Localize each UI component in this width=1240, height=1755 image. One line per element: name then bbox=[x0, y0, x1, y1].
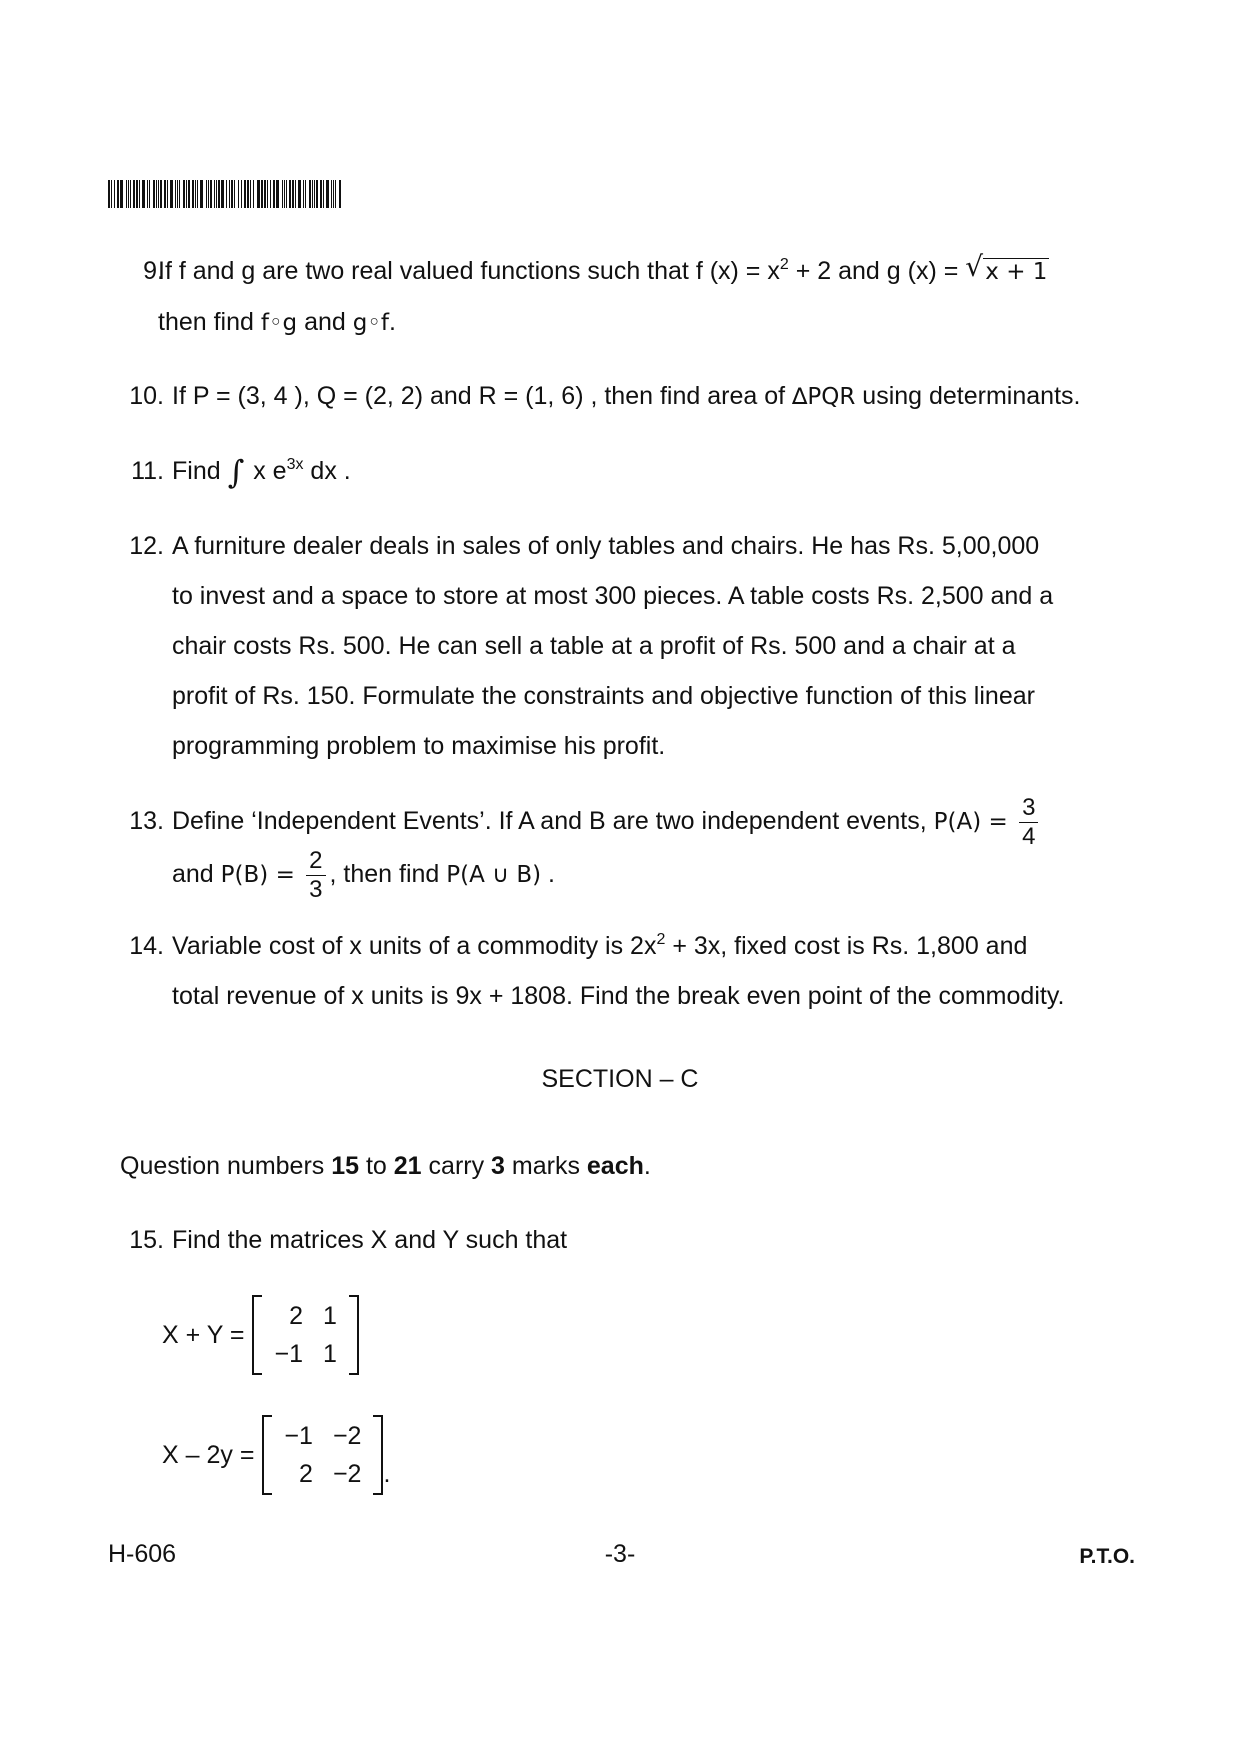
barcode-stripe bbox=[286, 180, 287, 208]
barcode-stripe bbox=[214, 180, 215, 208]
barcode-stripe bbox=[210, 180, 212, 208]
barcode-stripe bbox=[216, 180, 217, 208]
question-13 bbox=[108, 796, 1108, 902]
barcode-stripe bbox=[303, 180, 304, 208]
barcode-stripe bbox=[133, 180, 135, 208]
barcode-stripe bbox=[167, 180, 168, 208]
union-expression: P(A ∪ B) bbox=[446, 862, 542, 889]
barcode-stripe bbox=[238, 180, 239, 208]
barcode-stripe bbox=[234, 180, 235, 208]
barcode-stripe bbox=[114, 180, 115, 208]
text-segment: then find bbox=[158, 308, 261, 336]
text-segment: Question numbers bbox=[120, 1152, 332, 1180]
barcode-stripe bbox=[333, 180, 334, 208]
text-segment: to bbox=[359, 1152, 394, 1180]
barcode-stripe bbox=[323, 180, 324, 208]
text-segment: , then find bbox=[329, 860, 447, 889]
fraction-2-3 bbox=[306, 849, 325, 902]
section-instruction bbox=[120, 1152, 651, 1181]
paper-code: H-606 bbox=[108, 1540, 177, 1568]
probability-b-label: P(B) = bbox=[220, 862, 303, 889]
barcode-stripe bbox=[247, 180, 249, 208]
text-segment: Find bbox=[172, 457, 228, 485]
barcode-stripe bbox=[126, 180, 127, 208]
barcode-stripe bbox=[267, 180, 268, 208]
pto-label: P.T.O. bbox=[1079, 1545, 1135, 1568]
barcode-stripe bbox=[192, 180, 194, 208]
barcode-stripe bbox=[139, 180, 140, 208]
barcode-stripe bbox=[188, 180, 190, 208]
barcode-stripe bbox=[175, 180, 176, 208]
barcode-stripe bbox=[270, 180, 271, 208]
barcode-stripe bbox=[197, 180, 198, 208]
barcode-stripe bbox=[312, 180, 313, 208]
matrix-x-plus-y bbox=[252, 1295, 358, 1375]
text-segment: x e bbox=[246, 457, 287, 485]
fraction-3-4 bbox=[1019, 796, 1038, 849]
matrix-cell: −2 bbox=[332, 1460, 362, 1488]
barcode-stripe bbox=[226, 180, 227, 208]
denominator: 4 bbox=[1022, 823, 1036, 850]
matrix-equation-1 bbox=[162, 1295, 359, 1375]
question-text-line bbox=[172, 371, 1108, 422]
matrix-x-minus-2y bbox=[262, 1415, 383, 1495]
text-segment: . bbox=[383, 1460, 391, 1488]
question-text-line: programming problem to maximise his profit. bbox=[172, 732, 666, 760]
composition-fog: f◦g bbox=[260, 310, 298, 336]
barcode-stripe bbox=[276, 180, 279, 208]
barcode-stripe bbox=[128, 180, 129, 208]
section-title: SECTION – C bbox=[541, 1065, 699, 1093]
text-segment: If f and g are two real valued functions such that f (x) = x bbox=[158, 257, 780, 285]
barcode-stripe bbox=[309, 180, 311, 208]
composition-gof: g◦f bbox=[352, 310, 389, 336]
barcode-image bbox=[108, 180, 344, 208]
barcode-stripe bbox=[335, 180, 336, 208]
barcode-stripe bbox=[136, 180, 138, 208]
barcode-stripe bbox=[208, 180, 209, 208]
question-12 bbox=[108, 521, 1108, 771]
question-text-line: Find the matrices X and Y such that bbox=[172, 1226, 568, 1254]
barcode-stripe bbox=[156, 180, 157, 208]
text-segment: . bbox=[541, 860, 555, 889]
barcode-stripe bbox=[305, 180, 306, 208]
question-text-line: to invest and a space to store at most 300 pieces. A table costs Rs. 2,500 and a bbox=[172, 582, 1054, 610]
text-segment: marks bbox=[504, 1152, 587, 1180]
barcode-stripe bbox=[244, 180, 246, 208]
text-segment: + 2 and g (x) = bbox=[788, 257, 966, 285]
barcode-stripe bbox=[295, 180, 296, 208]
question-10 bbox=[108, 371, 1108, 422]
question-number: 13. bbox=[129, 807, 164, 835]
barcode-stripe bbox=[253, 180, 254, 208]
bold-text: 3 bbox=[491, 1152, 505, 1180]
text-segment: If P = (3, 4 ), Q = (2, 2) and R = (1, 6) , then find area of bbox=[172, 382, 792, 410]
barcode-stripe bbox=[250, 180, 251, 208]
matrix-cell: 2 bbox=[289, 1302, 303, 1330]
barcode-stripe bbox=[130, 180, 131, 208]
triangle-pqr: ∆PQR bbox=[792, 384, 856, 410]
numerator: 3 bbox=[1019, 796, 1038, 823]
bold-text: 21 bbox=[393, 1152, 422, 1180]
text-segment: Define ‘Independent Events’. If A and B are two independent events, bbox=[172, 807, 934, 836]
matrix-cell: −1 bbox=[274, 1340, 303, 1368]
barcode-stripe bbox=[331, 180, 332, 208]
barcode-stripe bbox=[158, 180, 159, 208]
text-segment: . bbox=[389, 308, 396, 336]
barcode-stripe bbox=[108, 180, 110, 208]
integral-sign: ∫ bbox=[227, 453, 245, 491]
barcode-stripe bbox=[221, 180, 224, 208]
question-9 bbox=[108, 246, 1108, 348]
matrix-cell: −1 bbox=[284, 1422, 313, 1450]
question-text-line bbox=[158, 246, 1108, 297]
page-number: -3- bbox=[604, 1540, 636, 1568]
question-number: 11. bbox=[131, 457, 164, 485]
barcode-stripe bbox=[231, 180, 233, 208]
barcode-stripe bbox=[257, 180, 260, 208]
barcode-stripe bbox=[120, 180, 123, 208]
text-segment: carry bbox=[421, 1152, 492, 1180]
bold-text: each bbox=[586, 1152, 644, 1180]
barcode-stripe bbox=[298, 180, 301, 208]
barcode-stripe bbox=[229, 180, 230, 208]
question-15 bbox=[108, 1215, 1108, 1265]
barcode-stripe bbox=[264, 180, 266, 208]
barcode-stripe bbox=[147, 180, 148, 208]
text-segment: . bbox=[643, 1152, 651, 1180]
barcode-stripe bbox=[183, 180, 185, 208]
barcode-stripe bbox=[316, 180, 318, 208]
question-text-line bbox=[172, 796, 1108, 849]
barcode-stripe bbox=[273, 180, 275, 208]
question-text-line: chair costs Rs. 500. He can sell a table at a profit of Rs. 500 and a chair at a bbox=[172, 632, 1016, 660]
bold-text: 15 bbox=[331, 1152, 360, 1180]
equation-label: X + Y = bbox=[162, 1320, 245, 1349]
question-text-line bbox=[172, 446, 1108, 497]
question-text-line bbox=[172, 921, 1108, 971]
barcode-stripe bbox=[149, 180, 150, 208]
barcode-stripe bbox=[117, 180, 119, 208]
barcode-stripe bbox=[142, 180, 145, 208]
question-number: 15. bbox=[129, 1226, 164, 1254]
barcode-stripe bbox=[284, 180, 285, 208]
barcode-stripe bbox=[186, 180, 187, 208]
barcode-stripe bbox=[282, 180, 283, 208]
barcode-stripe bbox=[320, 180, 322, 208]
barcode-stripe bbox=[200, 180, 203, 208]
barcode-stripe bbox=[179, 180, 180, 208]
question-text-line bbox=[158, 297, 1108, 348]
matrix-cell: 1 bbox=[323, 1302, 337, 1330]
text-segment: and bbox=[172, 860, 221, 889]
radicand: x + 1 bbox=[985, 259, 1048, 285]
question-number: 12. bbox=[129, 532, 164, 560]
equation-label: X – 2y = bbox=[162, 1440, 255, 1469]
question-number: 10. bbox=[129, 382, 164, 410]
square-root bbox=[965, 246, 1049, 297]
barcode-stripe bbox=[164, 180, 166, 208]
text-segment: dx . bbox=[303, 457, 351, 485]
matrix-equation-2 bbox=[162, 1415, 390, 1495]
barcode-stripe bbox=[241, 180, 242, 208]
question-number: 14. bbox=[129, 932, 164, 960]
numerator: 2 bbox=[306, 849, 325, 876]
barcode-stripe bbox=[292, 180, 294, 208]
barcode-stripe bbox=[314, 180, 315, 208]
barcode-stripe bbox=[170, 180, 173, 208]
probability-a-label: P(A) = bbox=[933, 809, 1016, 836]
barcode-stripe bbox=[218, 180, 220, 208]
superscript: 3x bbox=[286, 456, 304, 473]
matrix-cell: 1 bbox=[323, 1340, 337, 1368]
question-text-line: total revenue of x units is 9x + 1808. Find the break even point of the commodity. bbox=[172, 982, 1065, 1010]
text-segment: using determinants. bbox=[855, 382, 1081, 410]
superscript: 2 bbox=[656, 931, 666, 948]
question-text-line bbox=[172, 849, 1108, 902]
barcode-stripe bbox=[289, 180, 291, 208]
text-segment: and bbox=[297, 308, 353, 336]
barcode-stripe bbox=[153, 180, 155, 208]
question-text-line: A furniture dealer deals in sales of only tables and chairs. He has Rs. 5,00,000 bbox=[172, 532, 1040, 560]
denominator: 3 bbox=[309, 876, 323, 903]
text-segment: Variable cost of x units of a commodity is 2x bbox=[172, 932, 657, 960]
matrix-cell: 2 bbox=[299, 1460, 313, 1488]
barcode-stripe bbox=[261, 180, 263, 208]
question-14 bbox=[108, 921, 1108, 1021]
question-text-line: profit of Rs. 150. Formulate the constraints and objective function of this linear bbox=[172, 682, 1035, 710]
barcode-stripe bbox=[177, 180, 178, 208]
superscript: 2 bbox=[779, 256, 789, 273]
barcode-stripe bbox=[206, 180, 207, 208]
question-11 bbox=[108, 446, 1108, 497]
text-segment: + 3x, fixed cost is Rs. 1,800 and bbox=[665, 932, 1028, 960]
barcode-stripe bbox=[111, 180, 112, 208]
barcode-stripe bbox=[339, 180, 341, 208]
barcode-stripe bbox=[326, 180, 329, 208]
matrix-cell: −2 bbox=[332, 1422, 362, 1450]
barcode-stripe bbox=[160, 180, 162, 208]
barcode-stripe bbox=[195, 180, 196, 208]
question-number: 9. bbox=[143, 257, 164, 285]
